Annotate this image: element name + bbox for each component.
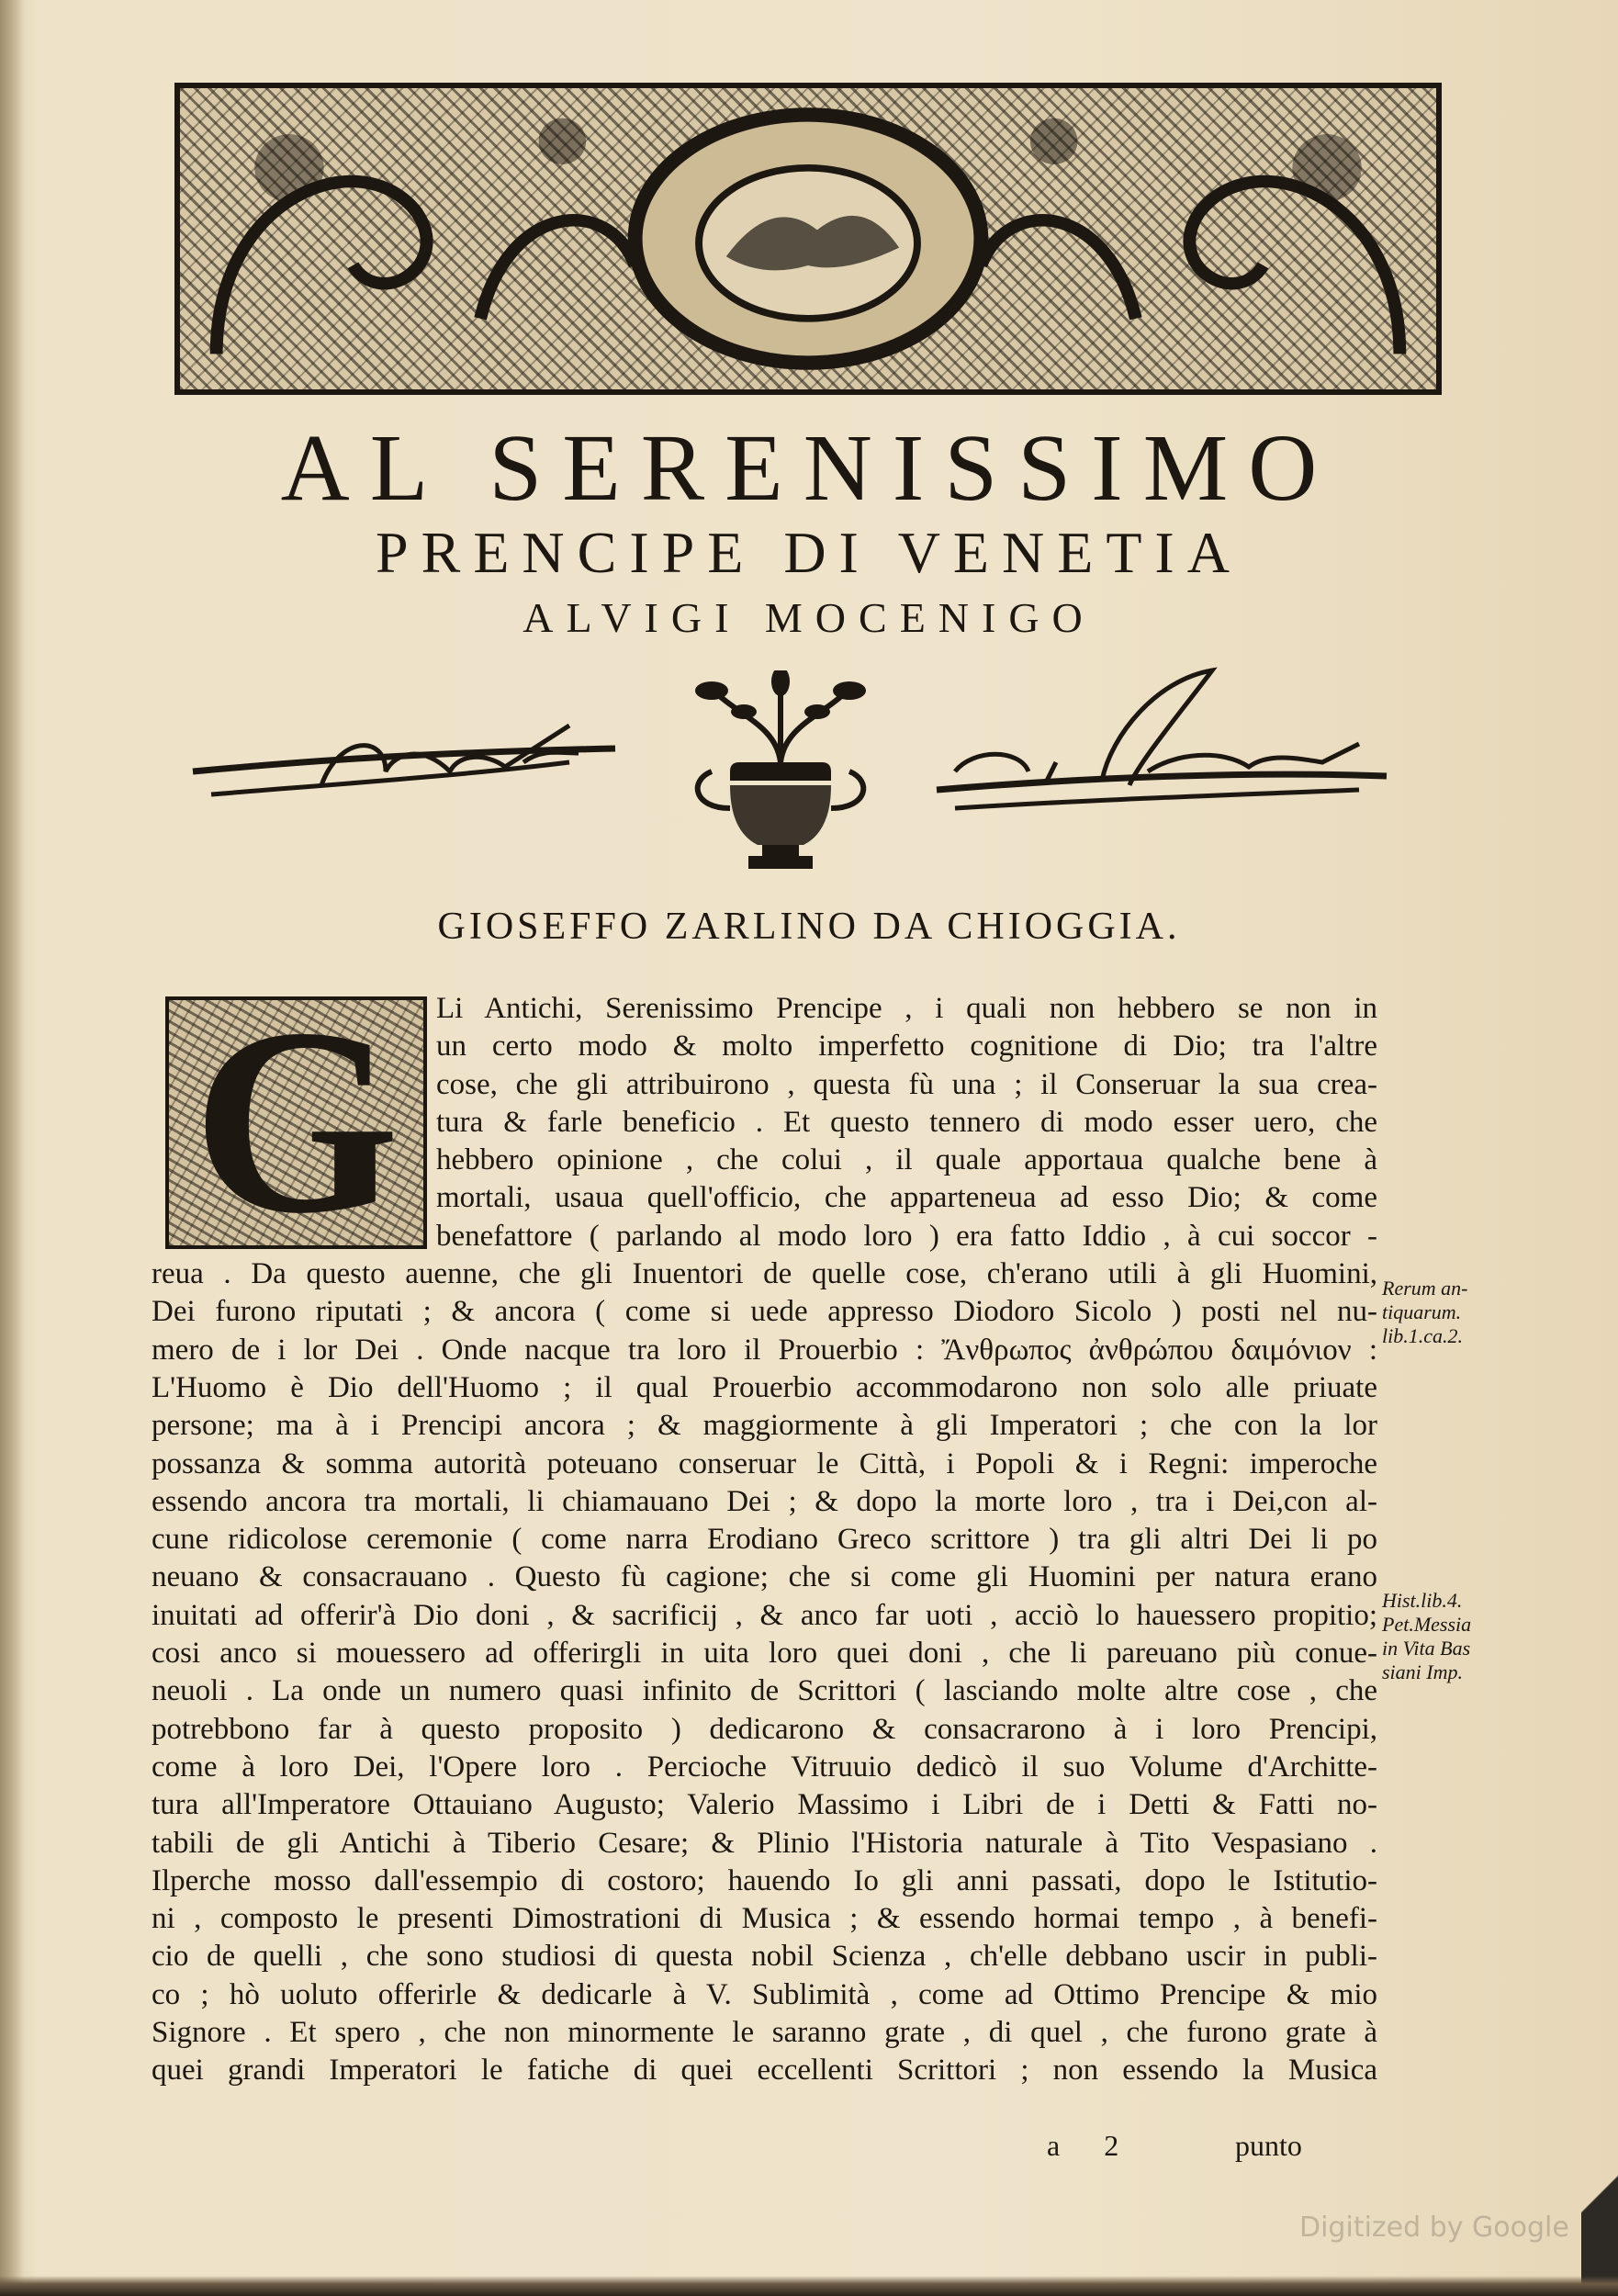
page-corner — [1581, 2131, 1618, 2296]
text-line: neuano & consacrauano . Questo fù cagione; che si come gli Huomini per natura erano — [152, 1560, 1377, 1594]
catchword: punto — [1235, 2129, 1302, 2162]
woodcut-headpiece — [174, 83, 1442, 395]
text-line: hebbero opinione , che colui , il quale apportaua qualche bene à — [436, 1143, 1377, 1177]
text-line: Li Antichi, Serenissimo Prencipe , i quali non hebbero se non in — [436, 992, 1377, 1025]
dedication-title-line-2: PRENCIPE DI VENETIA — [376, 520, 1242, 585]
text-line: tura all'Imperatore Ottauiano Augusto; Valerio Massimo i Libri de i Detti & Fatti no- — [152, 1788, 1377, 1822]
spine-shadow — [0, 0, 24, 2296]
headpiece-ornament-icon — [180, 88, 1436, 389]
dedication-title-line-1: AL SERENISSIMO — [280, 415, 1338, 521]
text-line: Ilperche mosso dall'essempio di costoro; hauendo Io gli anni passati, dopo le Istitutio- — [152, 1863, 1377, 1897]
text-line: un certo modo & molto imperfetto cognitione di Dio; tra l'altre — [436, 1030, 1377, 1064]
initial-letter: G — [192, 996, 400, 1249]
text-line: cio de quelli , che sono studiosi di questa nobil Scienza , ch'elle debbano uscir in publi- — [152, 1940, 1377, 1974]
text-line: possanza & somma autorità poteuano conseruar le Città, i Popoli & i Regni: imperoche — [152, 1446, 1377, 1480]
text-line: tabili de gli Antichi à Tiberio Cesare; & Plinio l'Historia naturale à Tito Vespasiano . — [152, 1826, 1377, 1860]
text-line: mero de i lor Dei . Onde nacque tra loro il Prouerbio : Ἄνθρωπος ἀνθρώπου δαιμόνιον : — [152, 1333, 1377, 1367]
margin-note-rerum — [1382, 1277, 1520, 1348]
digitized-watermark: Digitized by Google — [1299, 2212, 1569, 2244]
dedication-title-line-3: ALVIGI MOCENIGO — [522, 594, 1096, 641]
margin-note-line: Pet.Messia — [1382, 1613, 1472, 1636]
text-line: benefattore ( parlando al modo loro ) era fatto Iddio , à cui soccor - — [436, 1219, 1377, 1253]
text-line: cune ridicolose ceremonie ( come narra Erodiano Greco scrittore ) tra gli altri Dei li po — [152, 1523, 1377, 1557]
margin-note-line: lib.1.ca.2. — [1382, 1324, 1463, 1347]
author-line: GIOSEFFO ZARLINO DA CHIOGGIA. — [437, 906, 1181, 948]
text-line: neuoli . La onde un numero quasi infinito de Scrittori ( lasciando molte altre cose , che — [152, 1674, 1377, 1708]
text-line: essendo ancora tra mortali, li chiamauano Dei ; & dopo la morte loro , tra i Dei,con al- — [152, 1484, 1377, 1518]
text-line: cose, che gli attribuirono , questa fù una ; il Conseruar la sua crea- — [436, 1067, 1377, 1101]
text-line: persone; ma à i Prencipi ancora ; & maggiormente à gli Imperatori ; che con la lor — [152, 1409, 1377, 1443]
margin-note-hist — [1382, 1589, 1520, 1684]
handwritten-signature-left — [184, 698, 634, 827]
text-line: co ; hò uoluto offerirle & dedicarle à V. Sublimità , come ad Ottimo Prencipe & mio — [152, 1977, 1377, 2011]
text-line: come à loro Dei, l'Opere loro . Percioche Vitruuio dedicò il suo Volume d'Architte- — [152, 1750, 1377, 1784]
text-line: tura & farle beneficio . Et questo tennero di modo esser uero, che — [436, 1105, 1377, 1139]
text-line: reua . Da questo auenne, che gli Inuentori de quelle cose, ch'erano utili à gli Huomini, — [152, 1257, 1377, 1291]
text-line: quei grandi Imperatori le fatiche di quei eccellenti Scrittori ; non essendo la Musica — [152, 2054, 1377, 2088]
text-line: Signore . Et spero , che non minormente le saranno grate , di quel , che furono grate à — [152, 2016, 1377, 2050]
vase-ornament-icon — [675, 670, 886, 882]
text-line: ni , composto le presenti Dimostrationi di Musica ; & essendo hormai tempo , à benefi- — [152, 1902, 1377, 1936]
text-line: inuitati ad offerir'à Dio doni , & sacrificij , & anco far uoti , acciò lo hauessero propitio; — [152, 1598, 1377, 1632]
handwritten-signature-right — [918, 661, 1396, 836]
margin-note-line: siani Imp. — [1382, 1660, 1463, 1683]
margin-note-line: tiquarum. — [1382, 1300, 1462, 1323]
text-line: cosi anco si mouessero ad offerirgli in uita loro quei doni , che li pareuano più conue- — [152, 1637, 1377, 1671]
text-line: L'Huomo è Dio dell'Huomo ; il qual Prouerbio accommodarono non solo alle priuate — [152, 1370, 1377, 1404]
text-line: mortali, usaua quell'officio, che apparteneua ad esso Dio; & come — [436, 1181, 1377, 1215]
margin-note-line: Hist.lib.4. — [1382, 1589, 1463, 1612]
dedication-body — [152, 990, 1377, 2090]
margin-note-line: in Vita Bas — [1382, 1637, 1471, 1660]
page-bottom-edge — [0, 2276, 1618, 2296]
text-line: potrebbono far à questo proposito ) dedicarono & consacrarono à i loro Prencipi, — [152, 1712, 1377, 1746]
signature-mark: a 2 — [1047, 2129, 1138, 2162]
text-line: Dei furono riputati ; & ancora ( come si uede appresso Diodoro Sicolo ) posti nel nu- — [152, 1295, 1377, 1329]
margin-note-line: Rerum an- — [1382, 1277, 1468, 1300]
